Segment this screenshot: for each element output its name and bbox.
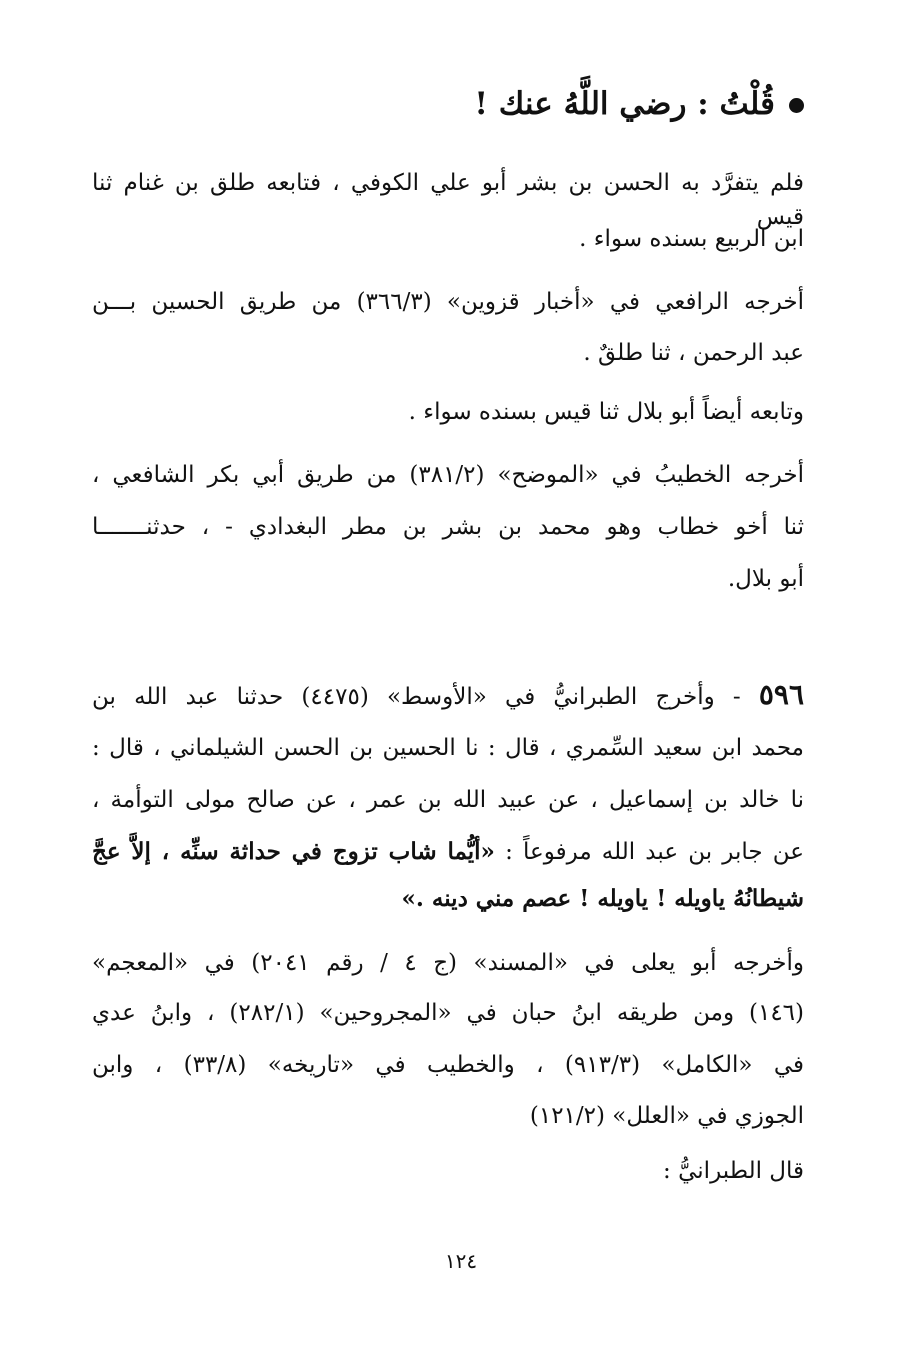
paragraph-line: أبو بلال. [727, 566, 804, 592]
takhrij-line: (١٤٦) ومن طريقه ابنُ حبان في «المجروحين» (٢٨٢/١) ، وابنُ عدي [92, 1000, 805, 1026]
hadith-line [92, 835, 804, 869]
takhrij-line: الجوزي في «العلل» (١٢١/٢) [529, 1103, 804, 1129]
paragraph-line: فلم يتفرَّد به الحسن بن بشر أبو علي الكوفي ، فتابعه طلق بن غنام ثنا قيس [92, 170, 804, 230]
paragraph-line: أخرجه الرافعي في «أخبار قزوين» (٣٦٦/٣) من طريق الحسين بـــن [92, 289, 804, 315]
hadith-number: ٥٩٦ [758, 678, 804, 711]
section-heading [474, 82, 804, 126]
paragraph-line: وتابعه أيضاً أبو بلال ثنا قيس بسنده سواء . [408, 399, 804, 425]
takhrij-line: في «الكامل» (٩١٣/٣) ، والخطيب في «تاريخه» (٣٣/٨) ، وابن [92, 1052, 804, 1078]
heading-text: قُلْتُ : رضي اللَّهُ عنك ! [474, 86, 775, 122]
hadith-line: محمد ابن سعيد السِّمري ، قال : نا الحسين بن الحسن الشيلماني ، قال : [92, 735, 804, 761]
paragraph-line: ابن الربيع بسنده سواء . [579, 226, 804, 252]
takhrij-line: وأخرجه أبو يعلى في «المسند» (ج ٤ / رقم ٢٠٤١) في «المعجم» [92, 950, 804, 976]
closing-line: قال الطبرانيُّ : [663, 1158, 804, 1184]
page-number: ١٢٤ [444, 1249, 478, 1273]
paragraph-line: أخرجه الخطيبُ في «الموضح» (٣٨١/٢) من طريق أبي بكر الشافعي ، [92, 462, 804, 488]
hadith-matn: شيطانُهُ ياويله ! ياويله ! عصم مني دينه .» [401, 885, 804, 912]
hadith-line [92, 678, 804, 712]
hadith-matn: «أيُّما شاب تزوج في حداثة سنِّه ، إلاَّ عجَّ [92, 838, 495, 865]
paragraph-line: عبد الرحمن ، ثنا طلقٌ . [583, 340, 804, 366]
hadith-line-text: عن جابر بن عبد الله مرفوعاً : [505, 839, 804, 865]
bullet-icon [789, 98, 804, 113]
hadith-line: نا خالد بن إسماعيل ، عن عبيد الله بن عمر ، عن صالح مولى التوأمة ، [92, 787, 804, 813]
hadith-line-text: - وأخرج الطبرانيُّ في «الأوسط» (٤٤٧٥) حدثنا عبد الله بن [92, 684, 741, 710]
paragraph-line: ثنا أخو خطاب وهو محمد بن بشر بن مطر البغدادي - ، حدثنـــــــا [92, 514, 804, 540]
